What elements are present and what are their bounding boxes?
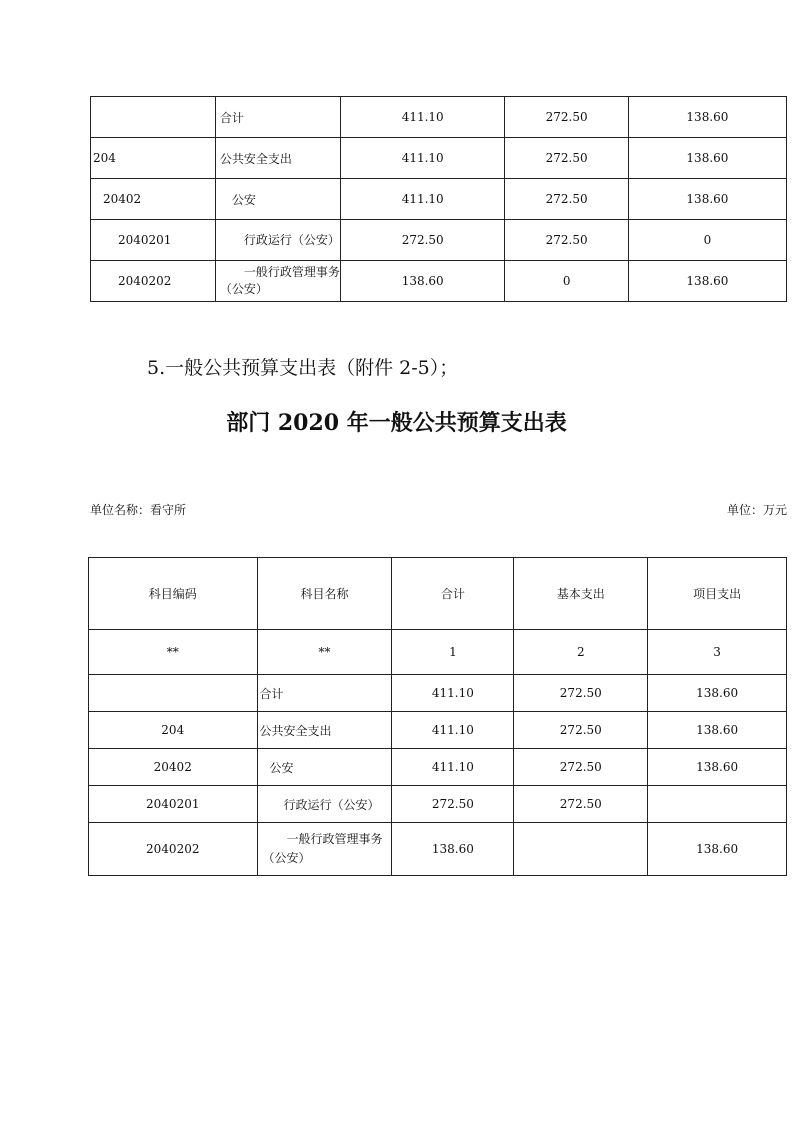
table-row [89,749,787,786]
project-cell: 0 [628,220,786,261]
table-row [91,97,787,138]
basic-cell: 272.50 [505,179,628,220]
table-row [89,675,787,712]
table-row [89,823,787,876]
total-cell: 272.50 [340,220,505,261]
name-cell: 公共安全支出 [257,712,392,749]
code-cell: 20402 [91,179,216,220]
code-cell: 20402 [89,749,258,786]
name-cell: 行政运行（公安） [257,786,392,823]
column-header-basic: 基本支出 [514,558,648,630]
total-cell: 411.10 [340,138,505,179]
project-cell: 138.60 [648,749,787,786]
table-row [91,261,787,302]
name-cell: 合计 [215,97,340,138]
name-cell: 一般行政管理事务（公安） [215,261,340,302]
column-header-project: 项目支出 [648,558,787,630]
basic-cell: 272.50 [514,786,648,823]
column-header-total: 合计 [392,558,514,630]
project-cell: 138.60 [628,138,786,179]
project-cell [648,786,787,823]
name-cell: 公共安全支出 [215,138,340,179]
project-cell: 138.60 [628,97,786,138]
column-index-row [89,630,787,675]
total-cell: 411.10 [392,675,514,712]
project-cell: 138.60 [648,675,787,712]
code-cell [89,675,258,712]
table-row [91,179,787,220]
index-cell: ** [257,630,392,675]
total-cell: 411.10 [392,749,514,786]
name-cell: 一般行政管理事务（公安） [257,823,392,876]
basic-cell: 272.50 [514,675,648,712]
code-cell: 204 [89,712,258,749]
section-heading: 5.一般公共预算支出表（附件 2-5）； [147,357,459,379]
basic-cell: 272.50 [505,138,628,179]
project-cell: 138.60 [648,823,787,876]
index-cell: 2 [514,630,648,675]
total-cell: 411.10 [392,712,514,749]
code-cell: 204 [91,138,216,179]
total-cell: 272.50 [392,786,514,823]
code-cell: 2040202 [91,261,216,302]
basic-cell: 272.50 [505,97,628,138]
project-cell: 138.60 [648,712,787,749]
basic-cell: 0 [505,261,628,302]
name-cell: 行政运行（公安） [215,220,340,261]
code-cell: 2040201 [91,220,216,261]
basic-cell [514,823,648,876]
name-cell: 合计 [257,675,392,712]
currency-unit-label: 单位：万元 [726,503,787,517]
unit-name-label: 单位名称：看守所 [90,503,187,517]
total-cell: 411.10 [340,97,505,138]
continued-expenditure-table [90,96,787,302]
code-cell: 2040201 [89,786,258,823]
basic-cell: 272.50 [514,712,648,749]
total-cell: 411.10 [340,179,505,220]
index-cell: 3 [648,630,787,675]
table-header-row [89,558,787,630]
project-cell: 138.60 [628,261,786,302]
column-header-name: 科目名称 [257,558,392,630]
index-cell: ** [89,630,258,675]
column-header-code: 科目编码 [89,558,258,630]
code-cell: 2040202 [89,823,258,876]
code-cell [91,97,216,138]
basic-cell: 272.50 [505,220,628,261]
table-row [91,220,787,261]
project-cell: 138.60 [628,179,786,220]
name-cell: 公安 [215,179,340,220]
total-cell: 138.60 [340,261,505,302]
table-row [91,138,787,179]
index-cell: 1 [392,630,514,675]
table-row [89,786,787,823]
name-cell: 公安 [257,749,392,786]
basic-cell: 272.50 [514,749,648,786]
table-row [89,712,787,749]
table-title: 部门 2020 年一般公共预算支出表 [226,410,567,436]
budget-expenditure-table [88,557,787,876]
total-cell: 138.60 [392,823,514,876]
